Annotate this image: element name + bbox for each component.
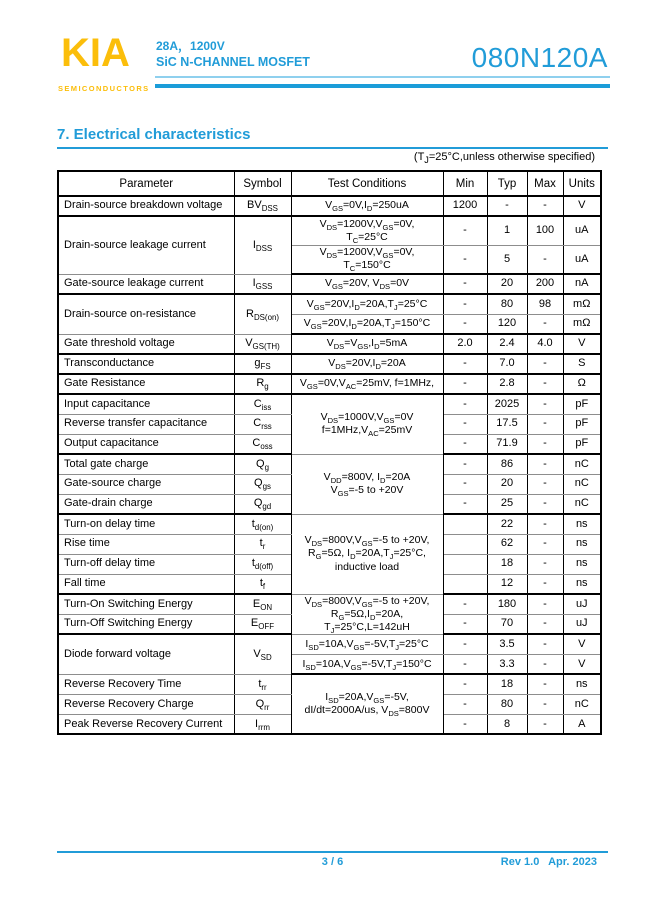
table-cell: $V_{DD}=800V$, $I_D=20A$ $V_{GS}=-5$ to +20V: [291, 454, 443, 514]
table-cell: Total gate charge: [58, 454, 234, 474]
table-cell: $Q_{rr}$: [234, 694, 291, 714]
table-cell: [443, 574, 487, 594]
table-cell: $E_{ON}$: [234, 594, 291, 614]
table-cell: uA: [563, 245, 601, 274]
table-cell: $I_{rrm}$: [234, 714, 291, 734]
table-cell: [443, 554, 487, 574]
table-cell: -: [527, 314, 563, 334]
table-cell: 4.0: [527, 334, 563, 354]
table-cell: 18: [487, 674, 527, 694]
table-cell: $Q_g$: [234, 454, 291, 474]
table-cell: pF: [563, 434, 601, 454]
table-cell: -: [443, 614, 487, 634]
part-number: 080N120A: [471, 42, 608, 73]
table-cell: 20: [487, 274, 527, 294]
table-cell: 86: [487, 454, 527, 474]
table-body: [58, 196, 601, 734]
table-cell: Input capacitance: [58, 394, 234, 414]
table-cell: -: [487, 196, 527, 216]
table-cell: $V_{DS}=800V,V_{GS}=-5$ to +20V, $R_G=5\Omega$, $I_D=20A,T_J=25^\circ C$, inductive load: [291, 514, 443, 594]
table-cell: $V_{SD}$: [234, 634, 291, 674]
table-cell: 120: [487, 314, 527, 334]
table-cell: $V_{DS}=1200V,V_{GS}=0V$, $T_C=150^\circ C$: [291, 245, 443, 274]
table-cell: $V_{DS}=V_{GS},I_D=5mA$: [291, 334, 443, 354]
table-cell: $t_{d(off)}$: [234, 554, 291, 574]
table-cell: -: [527, 494, 563, 514]
table-cell: 5: [487, 245, 527, 274]
table-cell: ns: [563, 574, 601, 594]
table-cell: 18: [487, 554, 527, 574]
table-cell: nC: [563, 494, 601, 514]
table-cell: -: [527, 674, 563, 694]
table-cell: Gate-source leakage current: [58, 274, 234, 294]
table-cell: $t_r$: [234, 534, 291, 554]
table-cell: 71.9: [487, 434, 527, 454]
table-cell: Turn-On Switching Energy: [58, 594, 234, 614]
table-cell: Output capacitance: [58, 434, 234, 454]
table-cell: Gate-drain charge: [58, 494, 234, 514]
table-cell: nC: [563, 694, 601, 714]
table-cell: -: [443, 694, 487, 714]
table-row: [58, 294, 601, 314]
electrical-characteristics-table: [57, 170, 602, 735]
table-cell: -: [443, 654, 487, 674]
table-cell: $V_{DS}=800V,V_{GS}=-5$ to +20V, $R_G=5\Omega,I_D=20A$, $T_J=25^\circ C,L=142uH$: [291, 594, 443, 634]
table-cell: $V_{GS}=20V,I_D=20A,T_J=25^\circ C$: [291, 294, 443, 314]
column-header: Test Conditions: [291, 171, 443, 196]
table-cell: Gate Resistance: [58, 374, 234, 394]
table-cell: -: [443, 294, 487, 314]
table-cell: -: [443, 454, 487, 474]
table-cell: -: [527, 196, 563, 216]
table-row: [58, 354, 601, 374]
page-number: 3 / 6: [321, 856, 344, 868]
table-cell: 2025: [487, 394, 527, 414]
table-cell: 3.3: [487, 654, 527, 674]
table-cell: [443, 514, 487, 534]
column-header: Max: [527, 171, 563, 196]
table-cell: $t_f$: [234, 574, 291, 594]
table-cell: -: [527, 454, 563, 474]
table-cell: $V_{GS}=20V,I_D=20A,T_J=150^\circ C$: [291, 314, 443, 334]
table-cell: V: [563, 196, 601, 216]
header-rule-thin: [155, 76, 610, 78]
table-cell: nC: [563, 454, 601, 474]
section-title: 7. Electrical characteristics: [57, 126, 251, 143]
table-cell: pF: [563, 414, 601, 434]
table-cell: mΩ: [563, 314, 601, 334]
table-cell: $g_{FS}$: [234, 354, 291, 374]
table-cell: $V_{GS}=0V,I_D=250uA$: [291, 196, 443, 216]
table-header-row: [58, 171, 601, 196]
table-cell: $C_{rss}$: [234, 414, 291, 434]
table-cell: nC: [563, 474, 601, 494]
table-cell: $Q_{gs}$: [234, 474, 291, 494]
table-row: [58, 634, 601, 654]
table-cell: -: [443, 594, 487, 614]
table-cell: -: [527, 654, 563, 674]
table-cell: 20: [487, 474, 527, 494]
table-row: [58, 394, 601, 414]
table-cell: $t_{d(on)}$: [234, 514, 291, 534]
table-cell: -: [527, 354, 563, 374]
table-row: [58, 374, 601, 394]
table-cell: 180: [487, 594, 527, 614]
table-cell: -: [443, 474, 487, 494]
table-cell: -: [443, 374, 487, 394]
table-cell: 3.5: [487, 634, 527, 654]
table-cell: 1200: [443, 196, 487, 216]
table-cell: 1: [487, 216, 527, 245]
table-cell: 12: [487, 574, 527, 594]
table-cell: $BV_{DSS}$: [234, 196, 291, 216]
table-cell: $Q_{gd}$: [234, 494, 291, 514]
table-cell: 80: [487, 294, 527, 314]
table-cell: -: [527, 594, 563, 614]
table-cell: 8: [487, 714, 527, 734]
table-cell: Reverse transfer capacitance: [58, 414, 234, 434]
table-cell: 80: [487, 694, 527, 714]
table-cell: $C_{oss}$: [234, 434, 291, 454]
table-cell: -: [443, 494, 487, 514]
table-row: [58, 454, 601, 474]
table-cell: -: [527, 694, 563, 714]
table-cell: 98: [527, 294, 563, 314]
table-cell: 2.0: [443, 334, 487, 354]
column-header: Typ: [487, 171, 527, 196]
table-cell: 2.8: [487, 374, 527, 394]
table-cell: Turn-off delay time: [58, 554, 234, 574]
table-cell: V: [563, 654, 601, 674]
table-cell: Gate-source charge: [58, 474, 234, 494]
table-cell: $I_{GSS}$: [234, 274, 291, 294]
table-row: [58, 514, 601, 534]
table-cell: pF: [563, 394, 601, 414]
table-cell: 62: [487, 534, 527, 554]
table-cell: -: [527, 374, 563, 394]
header-rule-thick: [155, 84, 610, 88]
table-cell: ns: [563, 534, 601, 554]
product-rating: 28A，1200V: [156, 39, 225, 53]
revision-date: Rev 1.0 Apr. 2023: [500, 856, 597, 868]
table-cell: Diode forward voltage: [58, 634, 234, 674]
table-cell: -: [527, 714, 563, 734]
table-cell: 25: [487, 494, 527, 514]
table-cell: nA: [563, 274, 601, 294]
logo-subtitle: SEMICONDUCTORS: [58, 84, 150, 93]
table-cell: -: [443, 314, 487, 334]
table-row: [58, 196, 601, 216]
table-cell: $I_{SD}=10A,V_{GS}=-5V,T_J=25^\circ C$: [291, 634, 443, 654]
table-cell: -: [443, 274, 487, 294]
table-cell: -: [527, 474, 563, 494]
table-cell: -: [527, 634, 563, 654]
table-cell: $V_{DS}=20V,I_D=20A$: [291, 354, 443, 374]
table-cell: ns: [563, 674, 601, 694]
table-cell: -: [443, 634, 487, 654]
table-cell: $V_{GS(TH)}$: [234, 334, 291, 354]
column-header: Min: [443, 171, 487, 196]
table-cell: S: [563, 354, 601, 374]
table-cell: mΩ: [563, 294, 601, 314]
table-cell: -: [443, 434, 487, 454]
table-cell: $R_{DS(on)}$: [234, 294, 291, 334]
table-cell: Peak Reverse Recovery Current: [58, 714, 234, 734]
column-header: Units: [563, 171, 601, 196]
table-cell: $I_{SD}=10A,V_{GS}=-5V,T_J=150^\circ C$: [291, 654, 443, 674]
table-cell: Transconductance: [58, 354, 234, 374]
table-cell: Gate threshold voltage: [58, 334, 234, 354]
table-cell: -: [443, 245, 487, 274]
column-header: Symbol: [234, 171, 291, 196]
table-cell: V: [563, 634, 601, 654]
table-cell: $V_{DS}=1200V,V_{GS}=0V$, $T_C=25^\circ C$: [291, 216, 443, 245]
table-cell: -: [443, 394, 487, 414]
table-cell: $V_{GS}=0V,V_{AC}=25mV$, f=1MHz,: [291, 374, 443, 394]
table-cell: -: [527, 534, 563, 554]
table-cell: 7.0: [487, 354, 527, 374]
table-cell: 100: [527, 216, 563, 245]
table-cell: -: [527, 514, 563, 534]
table-cell: ns: [563, 554, 601, 574]
table-cell: $I_{SD}=20A,V_{GS}=-5V$, dI/dt=2000A/us, $V_{DS}=800V$: [291, 674, 443, 734]
footer-rule: [57, 851, 608, 853]
kia-logo: KIA: [61, 31, 130, 75]
table-cell: $t_{rr}$: [234, 674, 291, 694]
table-cell: -: [443, 714, 487, 734]
table-cell: $V_{GS}=20V$, $V_{DS}=0V$: [291, 274, 443, 294]
table-cell: -: [443, 414, 487, 434]
table-cell: $I_{DSS}$: [234, 216, 291, 274]
table-cell: uA: [563, 216, 601, 245]
condition-note: ($T_J=25^\circ C,unless$ otherwise specified): [413, 151, 595, 166]
table-cell: Turn-on delay time: [58, 514, 234, 534]
table-cell: A: [563, 714, 601, 734]
table-header: [58, 171, 601, 196]
table-row: [58, 274, 601, 294]
table-cell: $E_{OFF}$: [234, 614, 291, 634]
column-header: Parameter: [58, 171, 234, 196]
table-cell: $V_{DS}=1000V,V_{GS}=0V$ $f=1MHz,V_{AC}=25mV$: [291, 394, 443, 454]
table-row: [58, 674, 601, 694]
table-cell: -: [527, 394, 563, 414]
product-type: SiC N-CHANNEL MOSFET: [156, 55, 310, 69]
table-cell: Rise time: [58, 534, 234, 554]
table-cell: [443, 534, 487, 554]
table-cell: -: [527, 614, 563, 634]
table-cell: -: [527, 434, 563, 454]
table-cell: Fall time: [58, 574, 234, 594]
table-cell: uJ: [563, 594, 601, 614]
table-cell: Reverse Recovery Charge: [58, 694, 234, 714]
table-cell: Turn-Off Switching Energy: [58, 614, 234, 634]
section-underline: [57, 147, 608, 149]
table-row: [58, 334, 601, 354]
table-cell: -: [527, 414, 563, 434]
table-cell: 17.5: [487, 414, 527, 434]
table-cell: Ω: [563, 374, 601, 394]
table-cell: uJ: [563, 614, 601, 634]
table-cell: 200: [527, 274, 563, 294]
table-cell: Drain-source on-resistance: [58, 294, 234, 334]
table-cell: $C_{iss}$: [234, 394, 291, 414]
table-cell: Reverse Recovery Time: [58, 674, 234, 694]
table-cell: 22: [487, 514, 527, 534]
table-cell: V: [563, 334, 601, 354]
table-cell: -: [527, 245, 563, 274]
table-row: [58, 594, 601, 614]
table-cell: -: [443, 674, 487, 694]
table-cell: -: [527, 574, 563, 594]
table-cell: -: [527, 554, 563, 574]
table-cell: -: [443, 354, 487, 374]
table-cell: -: [443, 216, 487, 245]
table-cell: Drain-source breakdown voltage: [58, 196, 234, 216]
table-cell: Drain-source leakage current: [58, 216, 234, 274]
table-cell: $R_g$: [234, 374, 291, 394]
table-cell: 2.4: [487, 334, 527, 354]
table-row: [58, 216, 601, 245]
table-cell: ns: [563, 514, 601, 534]
table-cell: 70: [487, 614, 527, 634]
